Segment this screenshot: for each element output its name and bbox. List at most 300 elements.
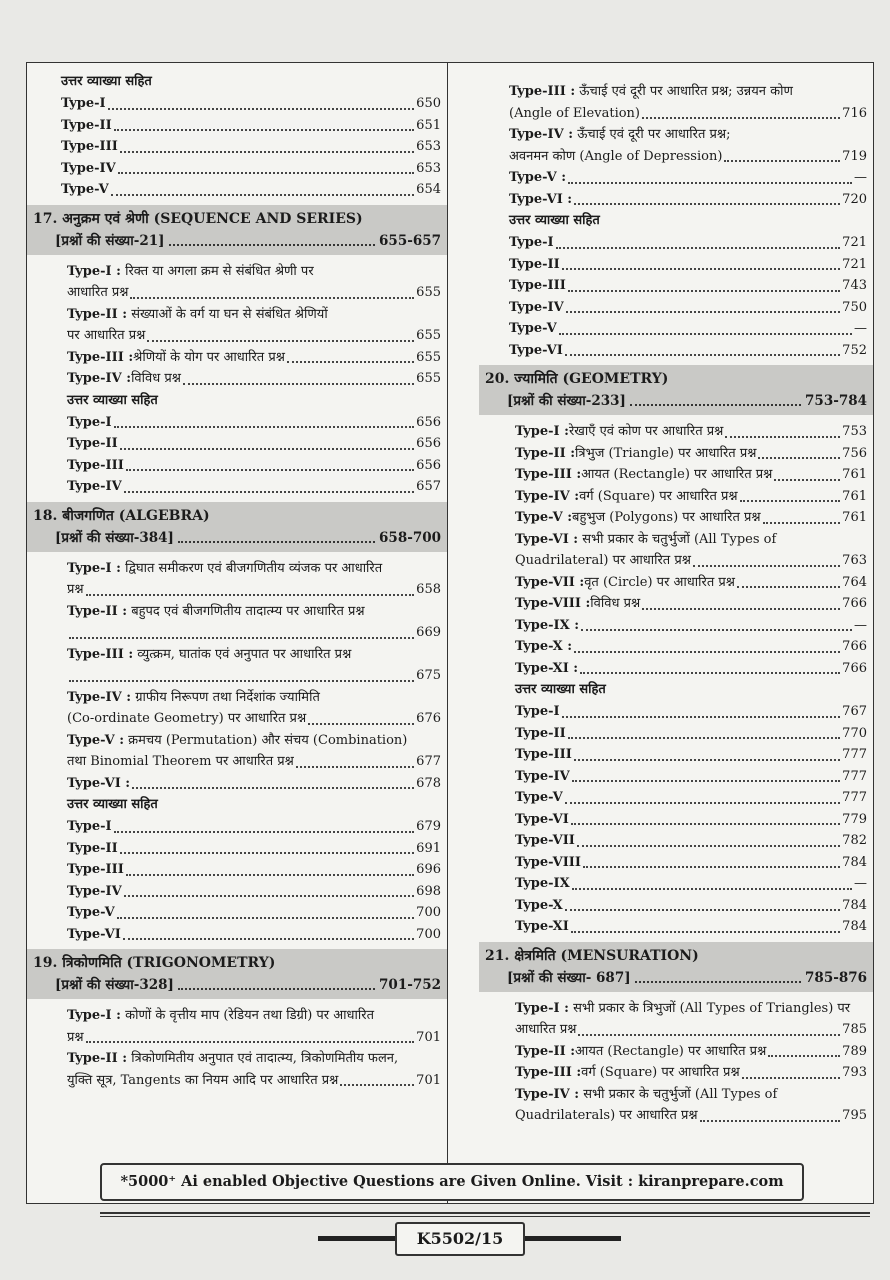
footer-bar-left bbox=[318, 1236, 395, 1241]
toc-entry bbox=[509, 167, 867, 189]
section-title: 20. ज्यामिति (GEOMETRY) bbox=[485, 371, 669, 387]
answer-subhead: उत्तर व्याख्या सहित bbox=[515, 682, 606, 697]
leader-dots bbox=[574, 650, 840, 653]
toc-page-number: 761 bbox=[842, 510, 867, 525]
toc-entry bbox=[515, 572, 867, 594]
leader-dots bbox=[308, 722, 414, 725]
toc-type-label: Type-I bbox=[509, 235, 554, 250]
toc-type-label: Type-II bbox=[509, 256, 560, 272]
toc-type-label: Type-I bbox=[61, 96, 106, 111]
toc-type-label: Type-IV bbox=[509, 299, 564, 315]
leader-dots bbox=[565, 801, 840, 804]
toc-type-label: Type-XI bbox=[515, 919, 569, 934]
toc-entry-line bbox=[67, 261, 441, 283]
toc-page-number: — bbox=[854, 321, 867, 336]
leader-dots bbox=[568, 289, 840, 292]
toc-entry bbox=[515, 787, 867, 809]
toc-entry bbox=[515, 809, 867, 831]
leader-dots bbox=[296, 765, 414, 768]
leader-dots bbox=[630, 403, 801, 406]
leader-dots bbox=[742, 1076, 841, 1079]
footer-rule bbox=[100, 1212, 870, 1214]
toc-page-number: 700 bbox=[416, 926, 441, 942]
toc-page-number: 675 bbox=[416, 668, 441, 683]
section-page-range: 753-784 bbox=[805, 393, 867, 409]
section-count-line bbox=[33, 974, 441, 996]
toc-entry-continuation bbox=[67, 751, 441, 773]
toc-type-label: Type-IV : bbox=[67, 689, 132, 705]
leader-dots bbox=[578, 1033, 840, 1036]
toc-entry bbox=[67, 347, 441, 369]
toc-type-label: Type-II : bbox=[515, 1043, 576, 1059]
toc-entry bbox=[67, 859, 441, 881]
toc-page-number: 766 bbox=[842, 639, 867, 654]
toc-type-label: Type-VIII bbox=[515, 854, 581, 870]
toc-entry bbox=[515, 421, 867, 443]
toc-page-number: 764 bbox=[842, 574, 867, 590]
footer-rule-thin bbox=[100, 1216, 870, 1217]
toc-entry-continuation bbox=[515, 550, 867, 572]
leader-dots bbox=[169, 243, 376, 246]
toc-entry-continuation bbox=[509, 146, 867, 168]
toc-page-number: 750 bbox=[842, 299, 867, 315]
leader-dots bbox=[635, 980, 801, 983]
leader-dots bbox=[571, 822, 840, 825]
book-code: K5502/15 bbox=[395, 1222, 525, 1256]
leader-dots bbox=[565, 353, 840, 356]
toc-entry-text: आयत (Rectangle) पर आधारित प्रश्न bbox=[581, 467, 773, 482]
section-entries bbox=[485, 998, 873, 1127]
section-title: 17. अनुक्रम एवं श्रेणी (SEQUENCE AND SERIES) bbox=[33, 210, 363, 227]
toc-type-label: Type-IV : bbox=[67, 371, 132, 386]
toc-entry-cont-text: आधारित प्रश्न bbox=[515, 1022, 577, 1037]
section-title: 21. क्षेत्रमिति (MENSURATION) bbox=[485, 947, 699, 964]
leader-dots bbox=[574, 202, 840, 205]
toc-page-number: 766 bbox=[842, 660, 867, 676]
toc-page-number: — bbox=[854, 170, 867, 185]
toc-type-label: Type-I : bbox=[67, 263, 121, 279]
toc-type-label: Type-III : bbox=[67, 646, 134, 662]
toc-entry-line bbox=[515, 998, 867, 1020]
leader-dots bbox=[132, 786, 414, 789]
toc-page-number: 651 bbox=[416, 117, 441, 133]
toc-entry-text: बहुभुज (Polygons) पर आधारित प्रश्न bbox=[572, 510, 761, 525]
toc-page-number: 784 bbox=[842, 854, 867, 870]
toc-page-number: 691 bbox=[416, 840, 441, 856]
toc-page-number: 656 bbox=[416, 436, 441, 451]
toc-type-label: Type-II bbox=[67, 436, 118, 451]
toc-type-label: Type-III : bbox=[515, 1065, 582, 1080]
toc-type-label: Type-III : bbox=[67, 349, 134, 365]
toc-page-number: 719 bbox=[842, 148, 867, 164]
leader-dots bbox=[114, 830, 415, 833]
toc-type-label: Type-V : bbox=[515, 510, 573, 525]
toc-type-label: Type-IV : bbox=[515, 1086, 580, 1102]
section-block bbox=[27, 949, 447, 1091]
toc-entry-cont-text: Quadrilaterals) पर आधारित प्रश्न bbox=[515, 1108, 698, 1123]
leader-dots bbox=[580, 671, 840, 674]
toc-type-label: Type-V bbox=[61, 182, 109, 197]
leader-dots bbox=[693, 564, 840, 567]
toc-entry-continuation bbox=[67, 622, 441, 644]
toc-page-number: 767 bbox=[842, 704, 867, 719]
toc-entry-text: कोणों के वृत्तीय माप (रेडियन तथा डिग्री) पर आधारित bbox=[125, 1008, 374, 1023]
leader-dots bbox=[642, 607, 840, 610]
toc-entry bbox=[515, 852, 867, 874]
toc-type-label: Type-V bbox=[515, 790, 563, 805]
toc-entry bbox=[67, 924, 441, 946]
toc-page-number: 763 bbox=[842, 553, 867, 568]
toc-page-number: 701 bbox=[416, 1029, 441, 1045]
toc-page-number: 766 bbox=[842, 596, 867, 611]
toc-page-number: 720 bbox=[842, 191, 867, 207]
toc-entry bbox=[509, 189, 867, 211]
toc-entry bbox=[67, 881, 441, 903]
section-block bbox=[27, 205, 447, 498]
toc-page-number: 793 bbox=[842, 1065, 867, 1080]
leader-dots bbox=[124, 490, 414, 493]
toc-page-number: 657 bbox=[416, 479, 441, 494]
toc-entry-line bbox=[67, 558, 441, 580]
answer-subhead: उत्तर व्याख्या सहित bbox=[61, 74, 152, 89]
toc-entry-text: आयत (Rectangle) पर आधारित प्रश्न bbox=[575, 1043, 767, 1059]
toc-entry-cont-text: प्रश्न bbox=[67, 1029, 84, 1045]
toc-type-label: Type-III bbox=[509, 278, 566, 293]
leader-dots bbox=[118, 171, 414, 174]
toc-entry bbox=[515, 636, 867, 658]
toc-entry-text: विविध प्रश्न bbox=[131, 371, 181, 386]
toc-entry bbox=[61, 136, 441, 158]
section-header bbox=[479, 942, 873, 992]
leader-dots bbox=[114, 128, 414, 131]
toc-type-label: Type-VIII : bbox=[515, 596, 591, 611]
toc-type-label: Type-VI bbox=[515, 811, 569, 827]
section-page-range: 701-752 bbox=[379, 977, 441, 993]
toc-type-label: Type-I : bbox=[515, 1000, 569, 1016]
leader-dots bbox=[147, 339, 414, 342]
toc-entry-cont-text: आधारित प्रश्न bbox=[67, 285, 129, 300]
toc-type-label: Type-II bbox=[61, 117, 112, 133]
toc-entry-text: ऊँचाई एवं दूरी पर आधारित प्रश्न; उन्नयन कोण bbox=[579, 84, 793, 99]
toc-type-label: Type-II : bbox=[515, 445, 576, 461]
toc-entry-cont-text: पर आधारित प्रश्न bbox=[67, 328, 146, 343]
toc-page-number: 743 bbox=[842, 278, 867, 293]
toc-type-label: Type-IX bbox=[515, 876, 570, 891]
toc-entry-text: वर्ग (Square) पर आधारित प्रश्न bbox=[579, 488, 738, 504]
answer-subhead: उत्तर व्याख्या सहित bbox=[509, 213, 600, 228]
leader-dots bbox=[572, 887, 852, 890]
toc-type-label: Type-II : bbox=[67, 1051, 128, 1066]
section-question-count: [प्रश्नों की संख्या-328] bbox=[55, 977, 174, 993]
toc-entry bbox=[515, 895, 867, 917]
toc-entry bbox=[61, 93, 441, 115]
leader-dots bbox=[120, 447, 414, 450]
toc-type-label: Type-I : bbox=[515, 424, 569, 439]
section-header bbox=[27, 949, 447, 999]
toc-type-label: Type-V : bbox=[67, 732, 125, 748]
leader-dots bbox=[120, 150, 414, 153]
toc-entry-line bbox=[67, 1048, 441, 1070]
leader-dots bbox=[123, 937, 414, 940]
toc-page-number: 782 bbox=[842, 833, 867, 848]
leader-dots bbox=[740, 499, 841, 502]
section-entries bbox=[33, 558, 447, 946]
leader-dots bbox=[768, 1054, 840, 1057]
section-count-line bbox=[33, 527, 441, 549]
leader-dots bbox=[566, 310, 840, 313]
toc-page-number: 761 bbox=[842, 488, 867, 504]
toc-entry bbox=[515, 766, 867, 788]
leader-dots bbox=[69, 679, 414, 682]
section-question-count: [प्रश्नों की संख्या- 687] bbox=[507, 969, 631, 986]
toc-entry-text: त्रिभुज (Triangle) पर आधारित प्रश्न bbox=[575, 445, 757, 461]
toc-type-label: Type-IV bbox=[61, 160, 116, 176]
toc-entry-continuation bbox=[67, 325, 441, 347]
toc-entry-line bbox=[515, 529, 867, 551]
left-column bbox=[27, 63, 448, 1203]
toc-entry-continuation bbox=[515, 1019, 867, 1041]
leader-dots bbox=[178, 987, 375, 990]
top-type-block bbox=[479, 81, 873, 361]
toc-entry-continuation bbox=[509, 103, 867, 125]
toc-type-label: Type-II bbox=[515, 725, 566, 741]
toc-entry bbox=[515, 873, 867, 895]
leader-dots bbox=[178, 540, 375, 543]
section-header bbox=[27, 205, 447, 255]
toc-entry bbox=[515, 916, 867, 938]
toc-type-label: Type-XI : bbox=[515, 660, 579, 676]
toc-entry bbox=[67, 476, 441, 498]
toc-entry-text: व्युत्क्रम, घातांक एवं अनुपात पर आधारित प्रश्न bbox=[137, 646, 352, 662]
leader-dots bbox=[111, 193, 414, 196]
toc-entry bbox=[515, 443, 867, 465]
leader-dots bbox=[763, 521, 841, 524]
toc-entry bbox=[61, 115, 441, 137]
leader-dots bbox=[86, 593, 415, 596]
toc-entry-continuation bbox=[67, 665, 441, 687]
toc-page-number: 656 bbox=[416, 414, 441, 430]
leader-dots bbox=[126, 873, 414, 876]
toc-type-label: Type-V : bbox=[509, 170, 567, 185]
section-page-range: 785-876 bbox=[805, 969, 867, 986]
toc-page-number: 777 bbox=[842, 790, 867, 805]
toc-type-label: Type-II : bbox=[67, 306, 128, 322]
toc-type-label: Type-VI : bbox=[67, 775, 131, 791]
toc-type-label: Type-IV : bbox=[509, 127, 574, 142]
toc-page-number: 679 bbox=[416, 819, 441, 834]
toc-entry-cont-text: युक्ति सूत्र, Tangents का नियम आदि पर आधारित प्रश्न bbox=[67, 1072, 339, 1088]
toc-entry-line bbox=[509, 124, 867, 146]
toc-entry-line bbox=[67, 1005, 441, 1027]
toc-page-number: 721 bbox=[842, 235, 867, 250]
toc-entry-line bbox=[515, 1084, 867, 1106]
section-page-range: 655-657 bbox=[379, 232, 441, 249]
toc-page-number: 650 bbox=[416, 96, 441, 111]
section-entries bbox=[485, 421, 873, 938]
toc-entry bbox=[67, 838, 441, 860]
toc-entry-cont-text: प्रश्न bbox=[67, 582, 84, 597]
toc-entry-text: ऊँचाई एवं दूरी पर आधारित प्रश्न; bbox=[577, 127, 731, 142]
section-count-line bbox=[33, 230, 441, 252]
toc-entry-continuation bbox=[67, 1070, 441, 1092]
leader-dots bbox=[581, 628, 852, 631]
toc-type-label: Type-VII bbox=[515, 833, 575, 848]
leader-dots bbox=[577, 844, 840, 847]
toc-entry bbox=[67, 368, 441, 390]
leader-dots bbox=[724, 159, 840, 162]
toc-type-label: Type-IV bbox=[67, 883, 122, 899]
toc-entry bbox=[515, 593, 867, 615]
leader-dots bbox=[124, 894, 414, 897]
toc-type-label: Type-I : bbox=[67, 1008, 121, 1023]
toc-entry bbox=[515, 464, 867, 486]
toc-type-label: Type-VI bbox=[509, 342, 563, 358]
toc-entry-text: बहुपद एवं बीजगणितीय तादात्म्य पर आधारित प्रश्न bbox=[131, 603, 365, 619]
section-header bbox=[27, 502, 447, 552]
toc-entry-text: द्विघात समीकरण एवं बीजगणितीय व्यंजक पर आधारित bbox=[125, 560, 383, 576]
leader-dots bbox=[562, 715, 841, 718]
toc-entry bbox=[67, 412, 441, 434]
toc-entry-text: क्रमचय (Permutation) और संचय (Combination) bbox=[128, 732, 408, 748]
leader-dots bbox=[568, 736, 840, 739]
leader-dots bbox=[108, 107, 415, 110]
section-block bbox=[479, 942, 873, 1127]
toc-entry bbox=[515, 1041, 867, 1063]
section-block bbox=[479, 365, 873, 938]
toc-type-label: Type-II bbox=[67, 840, 118, 856]
leader-dots bbox=[340, 1083, 414, 1086]
toc-page-number: 756 bbox=[842, 445, 867, 461]
leader-dots bbox=[568, 181, 852, 184]
leader-dots bbox=[642, 116, 840, 119]
toc-page-number: 770 bbox=[842, 725, 867, 741]
toc-type-label: Type-IV : bbox=[515, 488, 580, 504]
toc-page-number: 777 bbox=[842, 747, 867, 762]
toc-entry-text: वर्ग (Square) पर आधारित प्रश्न bbox=[581, 1065, 740, 1080]
toc-type-label: Type-I bbox=[67, 414, 112, 430]
toc-page-number: 677 bbox=[416, 754, 441, 769]
toc-type-label: Type-III bbox=[67, 862, 124, 877]
toc-entry bbox=[67, 902, 441, 924]
toc-entry-line bbox=[67, 304, 441, 326]
leader-dots bbox=[287, 360, 414, 363]
toc-page-number: 784 bbox=[842, 919, 867, 934]
leader-dots bbox=[774, 478, 840, 481]
toc-page-number: 753 bbox=[842, 424, 867, 439]
right-column bbox=[479, 63, 873, 1203]
toc-entry bbox=[515, 830, 867, 852]
toc-entry bbox=[515, 723, 867, 745]
toc-entry-cont-text: (Co-ordinate Geometry) पर आधारित प्रश्न bbox=[67, 711, 307, 726]
online-questions-banner: *5000⁺ Ai enabled Objective Questions are Given Online. Visit : kiranprepare.com bbox=[100, 1163, 804, 1201]
toc-page-number: — bbox=[854, 876, 867, 891]
toc-entry bbox=[67, 433, 441, 455]
leader-dots bbox=[700, 1119, 841, 1122]
toc-page-number: 752 bbox=[842, 342, 867, 358]
toc-entry bbox=[61, 158, 441, 180]
toc-entry bbox=[67, 455, 441, 477]
toc-page-number: 698 bbox=[416, 883, 441, 899]
toc-entry bbox=[509, 275, 867, 297]
leader-dots bbox=[130, 296, 414, 299]
leader-dots bbox=[86, 1040, 415, 1043]
leader-dots bbox=[725, 435, 840, 438]
toc-entry bbox=[509, 340, 867, 362]
section-entries bbox=[33, 1005, 447, 1091]
toc-entry bbox=[67, 773, 441, 795]
toc-type-label: Type-VI : bbox=[509, 191, 573, 207]
section-count-line bbox=[485, 967, 867, 989]
toc-page-number: 678 bbox=[416, 775, 441, 791]
section-question-count: [प्रश्नों की संख्या-384] bbox=[55, 529, 174, 546]
toc-entry bbox=[515, 658, 867, 680]
toc-entry-continuation bbox=[67, 708, 441, 730]
toc-type-label: Type-I : bbox=[67, 560, 121, 576]
toc-entry-text: सभी प्रकार के चतुर्भुजों (All Types of bbox=[582, 531, 777, 547]
toc-entry-text: श्रेणियों के योग पर आधारित प्रश्न bbox=[133, 349, 285, 365]
section-header bbox=[479, 365, 873, 415]
toc-type-label: Type-III : bbox=[509, 84, 576, 99]
leader-dots bbox=[69, 636, 414, 639]
leader-dots bbox=[120, 851, 414, 854]
leader-dots bbox=[572, 779, 840, 782]
toc-type-label: Type-VII : bbox=[515, 574, 585, 590]
leader-dots bbox=[559, 332, 852, 335]
toc-page-number: 721 bbox=[842, 256, 867, 272]
toc-page-number: 655 bbox=[416, 328, 441, 343]
leader-dots bbox=[737, 585, 840, 588]
toc-entry-cont-text: Quadrilateral) पर आधारित प्रश्न bbox=[515, 553, 691, 568]
toc-entry-text: रेखाएँ एवं कोण पर आधारित प्रश्न bbox=[568, 424, 724, 439]
leader-dots bbox=[758, 456, 840, 459]
toc-entry bbox=[515, 701, 867, 723]
toc-entry-cont-text: अवनमन कोण (Angle of Depression) bbox=[509, 148, 723, 164]
leader-dots bbox=[126, 468, 414, 471]
toc-type-label: Type-IV bbox=[67, 479, 122, 494]
toc-page-number: 701 bbox=[416, 1072, 441, 1088]
toc-entry-continuation bbox=[67, 282, 441, 304]
toc-type-label: Type-I bbox=[515, 704, 560, 719]
leader-dots bbox=[562, 267, 840, 270]
toc-entry-text: वृत (Circle) पर आधारित प्रश्न bbox=[584, 574, 735, 590]
toc-entry-continuation bbox=[67, 579, 441, 601]
toc-type-label: Type-IV bbox=[515, 768, 570, 784]
toc-type-label: Type-III bbox=[67, 457, 124, 473]
top-answer-block bbox=[27, 71, 447, 201]
toc-page-number: 654 bbox=[416, 182, 441, 197]
section-count-line bbox=[485, 390, 867, 412]
leader-dots bbox=[583, 865, 840, 868]
toc-page-number: 658 bbox=[416, 582, 441, 597]
toc-entry bbox=[67, 816, 441, 838]
toc-entry bbox=[515, 744, 867, 766]
toc-page-number: 655 bbox=[416, 285, 441, 300]
toc-entry-cont-text: (Angle of Elevation) bbox=[509, 105, 640, 121]
leader-dots bbox=[114, 425, 415, 428]
toc-type-label: Type-III : bbox=[515, 467, 582, 482]
toc-page-number: 696 bbox=[416, 862, 441, 877]
toc-page-number: 655 bbox=[416, 371, 441, 386]
toc-entry-text: त्रिकोणमितीय अनुपात एवं तादात्म्य, त्रिकोणमितीय फलन, bbox=[131, 1051, 399, 1066]
toc-page-number: 669 bbox=[416, 625, 441, 640]
toc-page-number: 653 bbox=[416, 139, 441, 154]
section-question-count: [प्रश्नों की संख्या-21] bbox=[55, 232, 165, 249]
leader-dots bbox=[556, 246, 841, 249]
toc-type-label: Type-V bbox=[509, 321, 557, 336]
toc-entry-line bbox=[67, 644, 441, 666]
toc-entry-line bbox=[67, 687, 441, 709]
toc-entry bbox=[509, 254, 867, 276]
